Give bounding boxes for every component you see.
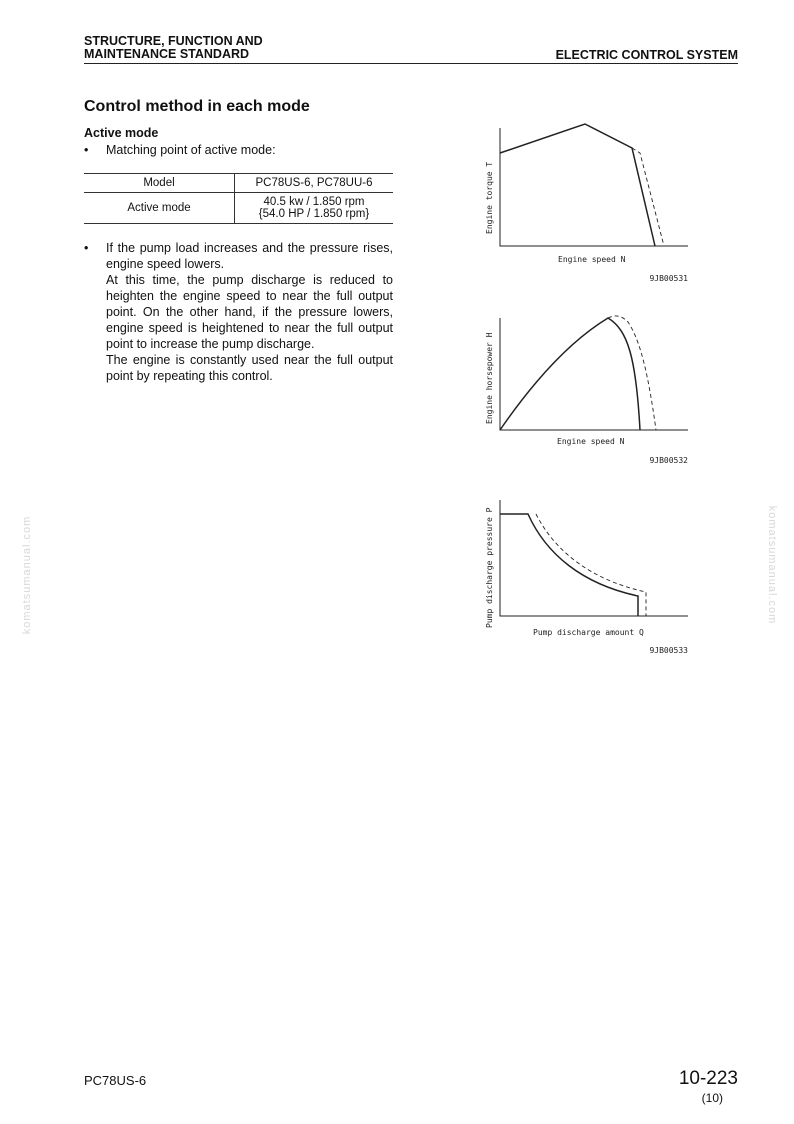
figure-code: 9JB00531 <box>649 274 688 283</box>
table-value-line2: {54.0 HP / 1.850 rpm} <box>258 208 370 220</box>
table-cell-value <box>235 193 394 224</box>
x-axis-label: Pump discharge amount Q <box>533 628 644 637</box>
full-output-curve <box>500 124 655 246</box>
table-header-row <box>84 174 393 193</box>
table-cell-mode: Active mode <box>84 193 235 224</box>
description-line-2: At this time, the pump discharge is reduced to heighten the engine speed to near the full output point. On the other hand, if the pressure lowers, engine speed is heightened to near the full output point to increase the pump discharge. <box>106 273 393 351</box>
control-description <box>84 240 393 384</box>
x-axis-label: Engine speed N <box>557 437 625 446</box>
table-header-model: Model <box>84 174 235 193</box>
header-section-name: ELECTRIC CONTROL SYSTEM <box>555 48 738 62</box>
page-number: 10-223 <box>678 1068 738 1089</box>
axes <box>500 500 688 616</box>
bullet-text: Matching point of active mode: <box>106 143 276 157</box>
shifted-curve <box>608 316 656 430</box>
description-line-3: The engine is constantly used near the full output point by repeating this control. <box>106 353 393 383</box>
bullet-symbol: • <box>84 143 89 157</box>
y-axis-label: Pump discharge pressure P <box>485 507 494 628</box>
header-rule <box>84 63 738 64</box>
axes <box>500 318 688 430</box>
watermark-left: komatsumanual.com <box>21 515 33 635</box>
footer-model: PC78US-6 <box>84 1073 147 1088</box>
description-line-1: If the pump load increases and the pressure rises, engine speed lowers. <box>106 241 393 271</box>
bullet-symbol: • <box>84 241 89 255</box>
description-text <box>106 240 393 384</box>
table-value-line1: 40.5 kw / 1.850 rpm <box>263 196 365 208</box>
revision-number: (10) <box>701 1091 723 1105</box>
subsection-title: Active mode <box>84 126 159 140</box>
header-title-line1: STRUCTURE, FUNCTION AND <box>84 34 263 48</box>
shifted-curve <box>632 148 664 246</box>
discharge-curve <box>500 514 638 616</box>
horsepower-speed-diagram <box>470 310 710 480</box>
matching-point-table <box>84 173 393 224</box>
table-header-value: PC78US-6, PC78UU-6 <box>235 174 394 193</box>
full-output-curve <box>500 318 640 430</box>
watermark-right: komatsumanual.com <box>766 505 778 625</box>
bullet-matching-point <box>84 143 276 157</box>
x-axis-label: Engine speed N <box>558 255 626 264</box>
torque-speed-diagram <box>470 118 710 288</box>
y-axis-label: Engine horsepower H <box>485 332 494 424</box>
figure-code: 9JB00532 <box>649 456 688 465</box>
header-title-line2: MAINTENANCE STANDARD <box>84 47 250 61</box>
header-left <box>84 35 263 61</box>
pump-pressure-discharge-diagram <box>470 496 710 660</box>
shifted-curve <box>536 514 646 616</box>
section-title: Control method in each mode <box>84 98 310 115</box>
table-row <box>84 193 393 224</box>
y-axis-label: Engine torque T <box>485 161 494 234</box>
figure-code: 9JB00533 <box>649 646 688 655</box>
